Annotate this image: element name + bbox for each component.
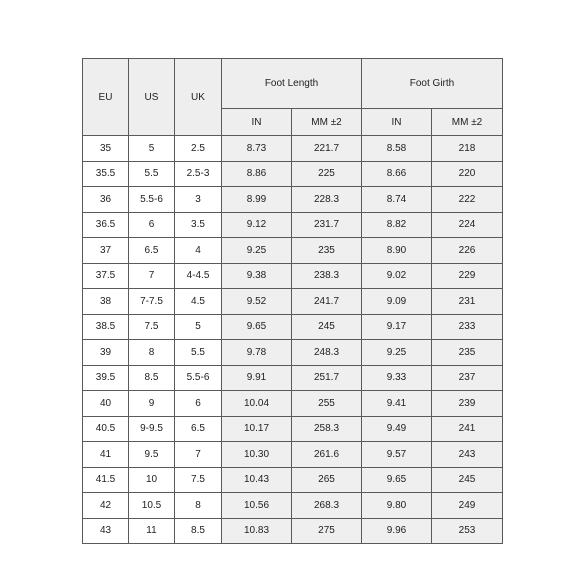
- cell-girth-in: 9.02: [362, 263, 432, 289]
- cell-girth-mm: 218: [432, 136, 503, 162]
- cell-uk: 5: [175, 314, 222, 340]
- cell-girth-in: 8.82: [362, 212, 432, 238]
- cell-uk: 2.5: [175, 136, 222, 162]
- cell-length-in: 8.99: [222, 187, 292, 213]
- cell-length-mm: 248.3: [292, 340, 362, 366]
- header-foot-length: Foot Length: [222, 59, 362, 109]
- table-row: [83, 416, 503, 442]
- cell-us: 7: [129, 263, 175, 289]
- cell-uk: 4: [175, 238, 222, 264]
- cell-uk: 4-4.5: [175, 263, 222, 289]
- cell-girth-in: 8.58: [362, 136, 432, 162]
- header-row: [83, 59, 503, 109]
- cell-eu: 38: [83, 289, 129, 315]
- cell-length-mm: 275: [292, 518, 362, 544]
- cell-eu: 41: [83, 442, 129, 468]
- header-eu: EU: [83, 59, 129, 136]
- cell-girth-mm: 233: [432, 314, 503, 340]
- cell-length-in: 9.12: [222, 212, 292, 238]
- cell-girth-in: 9.96: [362, 518, 432, 544]
- cell-length-in: 8.86: [222, 161, 292, 187]
- cell-girth-mm: 231: [432, 289, 503, 315]
- cell-girth-mm: 224: [432, 212, 503, 238]
- cell-length-mm: 238.3: [292, 263, 362, 289]
- cell-uk: 5.5-6: [175, 365, 222, 391]
- table-row: [83, 467, 503, 493]
- cell-length-mm: 221.7: [292, 136, 362, 162]
- cell-girth-mm: 243: [432, 442, 503, 468]
- table-row: [83, 442, 503, 468]
- cell-us: 10.5: [129, 493, 175, 519]
- table-row: [83, 289, 503, 315]
- cell-eu: 39: [83, 340, 129, 366]
- cell-us: 9-9.5: [129, 416, 175, 442]
- size-chart-table: [82, 58, 503, 544]
- cell-length-in: 9.25: [222, 238, 292, 264]
- cell-length-mm: 251.7: [292, 365, 362, 391]
- table-row: [83, 187, 503, 213]
- cell-length-in: 8.73: [222, 136, 292, 162]
- cell-us: 9: [129, 391, 175, 417]
- cell-uk: 6.5: [175, 416, 222, 442]
- table-row: [83, 263, 503, 289]
- cell-eu: 40.5: [83, 416, 129, 442]
- cell-length-in: 10.17: [222, 416, 292, 442]
- cell-girth-in: 9.09: [362, 289, 432, 315]
- cell-length-in: 10.04: [222, 391, 292, 417]
- header-girth-mm: MM ±2: [432, 109, 503, 136]
- cell-length-mm: 228.3: [292, 187, 362, 213]
- cell-girth-mm: 222: [432, 187, 503, 213]
- cell-eu: 37.5: [83, 263, 129, 289]
- table-row: [83, 518, 503, 544]
- cell-length-in: 9.38: [222, 263, 292, 289]
- cell-us: 8: [129, 340, 175, 366]
- cell-girth-in: 9.25: [362, 340, 432, 366]
- header-foot-girth: Foot Girth: [362, 59, 503, 109]
- cell-us: 5.5: [129, 161, 175, 187]
- cell-length-mm: 265: [292, 467, 362, 493]
- table-row: [83, 340, 503, 366]
- cell-eu: 43: [83, 518, 129, 544]
- table-row: [83, 136, 503, 162]
- cell-length-mm: 261.6: [292, 442, 362, 468]
- cell-length-in: 10.30: [222, 442, 292, 468]
- cell-girth-mm: 249: [432, 493, 503, 519]
- cell-us: 6.5: [129, 238, 175, 264]
- table-row: [83, 238, 503, 264]
- cell-eu: 41.5: [83, 467, 129, 493]
- cell-us: 11: [129, 518, 175, 544]
- cell-girth-mm: 237: [432, 365, 503, 391]
- cell-length-mm: 231.7: [292, 212, 362, 238]
- cell-uk: 7: [175, 442, 222, 468]
- header-girth-in: IN: [362, 109, 432, 136]
- cell-girth-mm: 229: [432, 263, 503, 289]
- cell-girth-in: 8.74: [362, 187, 432, 213]
- cell-length-in: 9.52: [222, 289, 292, 315]
- cell-girth-in: 8.66: [362, 161, 432, 187]
- size-chart-body: [83, 136, 503, 544]
- cell-eu: 37: [83, 238, 129, 264]
- table-row: [83, 365, 503, 391]
- cell-girth-mm: 220: [432, 161, 503, 187]
- cell-length-in: 10.83: [222, 518, 292, 544]
- cell-uk: 8: [175, 493, 222, 519]
- cell-uk: 3.5: [175, 212, 222, 238]
- cell-girth-in: 9.41: [362, 391, 432, 417]
- cell-length-mm: 235: [292, 238, 362, 264]
- cell-us: 5.5-6: [129, 187, 175, 213]
- table-row: [83, 212, 503, 238]
- cell-uk: 5.5: [175, 340, 222, 366]
- cell-length-mm: 255: [292, 391, 362, 417]
- cell-us: 10: [129, 467, 175, 493]
- cell-girth-mm: 226: [432, 238, 503, 264]
- cell-length-in: 10.56: [222, 493, 292, 519]
- cell-length-mm: 225: [292, 161, 362, 187]
- cell-girth-in: 9.33: [362, 365, 432, 391]
- cell-eu: 39.5: [83, 365, 129, 391]
- cell-length-mm: 245: [292, 314, 362, 340]
- table-row: [83, 493, 503, 519]
- cell-eu: 36.5: [83, 212, 129, 238]
- cell-length-in: 9.65: [222, 314, 292, 340]
- cell-eu: 35: [83, 136, 129, 162]
- cell-girth-mm: 239: [432, 391, 503, 417]
- table-row: [83, 314, 503, 340]
- cell-girth-mm: 235: [432, 340, 503, 366]
- cell-girth-mm: 241: [432, 416, 503, 442]
- cell-eu: 40: [83, 391, 129, 417]
- cell-us: 6: [129, 212, 175, 238]
- cell-length-in: 9.78: [222, 340, 292, 366]
- cell-us: 9.5: [129, 442, 175, 468]
- header-length-mm: MM ±2: [292, 109, 362, 136]
- cell-girth-mm: 245: [432, 467, 503, 493]
- cell-girth-in: 9.57: [362, 442, 432, 468]
- cell-girth-mm: 253: [432, 518, 503, 544]
- cell-eu: 38.5: [83, 314, 129, 340]
- cell-us: 5: [129, 136, 175, 162]
- cell-uk: 2.5-3: [175, 161, 222, 187]
- cell-girth-in: 9.49: [362, 416, 432, 442]
- cell-uk: 7.5: [175, 467, 222, 493]
- cell-us: 7-7.5: [129, 289, 175, 315]
- header-length-in: IN: [222, 109, 292, 136]
- cell-eu: 35.5: [83, 161, 129, 187]
- cell-girth-in: 9.17: [362, 314, 432, 340]
- cell-uk: 6: [175, 391, 222, 417]
- cell-us: 7.5: [129, 314, 175, 340]
- cell-length-in: 10.43: [222, 467, 292, 493]
- cell-us: 8.5: [129, 365, 175, 391]
- cell-girth-in: 9.65: [362, 467, 432, 493]
- table-row: [83, 391, 503, 417]
- cell-uk: 8.5: [175, 518, 222, 544]
- cell-eu: 36: [83, 187, 129, 213]
- cell-length-mm: 258.3: [292, 416, 362, 442]
- cell-eu: 42: [83, 493, 129, 519]
- cell-length-in: 9.91: [222, 365, 292, 391]
- cell-uk: 4.5: [175, 289, 222, 315]
- cell-length-mm: 241.7: [292, 289, 362, 315]
- header-us: US: [129, 59, 175, 136]
- cell-girth-in: 9.80: [362, 493, 432, 519]
- header-uk: UK: [175, 59, 222, 136]
- table-row: [83, 161, 503, 187]
- cell-length-mm: 268.3: [292, 493, 362, 519]
- cell-uk: 3: [175, 187, 222, 213]
- cell-girth-in: 8.90: [362, 238, 432, 264]
